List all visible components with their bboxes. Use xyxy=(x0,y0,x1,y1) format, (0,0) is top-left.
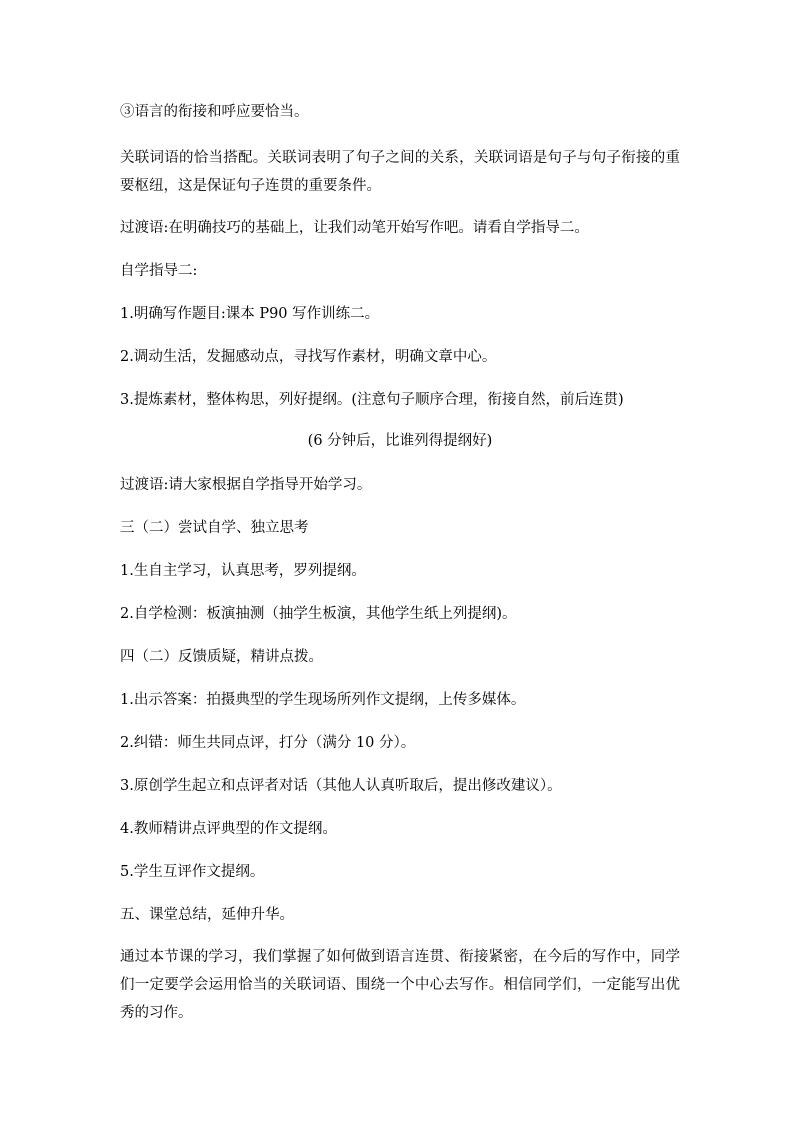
paragraph-feedback-4: 4.教师精讲点评典型的作文提纲。 xyxy=(120,821,337,837)
paragraph-time-note: (6 分钟后，比谁列得提纲好) xyxy=(307,433,493,449)
paragraph-language-cohesion: ③语言的衔接和呼应要恰当。 xyxy=(120,104,309,120)
paragraph-feedback-2: 2.纠错：师生共同点评，打分（满分 10 分）。 xyxy=(120,735,416,751)
paragraph-feedback-3: 3.原创学生起立和点评者对话（其他人认真听取后，提出修改建议）。 xyxy=(120,778,562,794)
paragraph-self-study-2: 2.自学检测：板演抽测（抽学生板演，其他学生纸上列提纲)。 xyxy=(120,606,517,622)
section-heading-five: 五、课堂总结，延伸升华。 xyxy=(120,907,294,923)
paragraph-guide-item-2: 2.调动生活，发掘感动点，寻找写作素材，明确文章中心。 xyxy=(120,349,497,365)
paragraph-guide-two-heading: 自学指导二: xyxy=(120,263,198,279)
paragraph-guide-item-1: 1.明确写作题目:课本 P90 写作训练二。 xyxy=(120,306,380,322)
paragraph-transition-1: 过渡语:在明确技巧的基础上，让我们动笔开始写作吧。请看自学指导二。 xyxy=(120,220,589,236)
paragraph-transition-2: 过渡语:请大家根据自学指导开始学习。 xyxy=(120,477,372,493)
paragraph-summary: 通过本节课的学习，我们掌握了如何做到语言连贯、衔接紧密，在今后的写作中，同学们一定要学会运用恰当的关联词语、围绕一个中心去写作。相信同学们，一定能写出优秀的习作。 xyxy=(120,949,680,1021)
paragraph-self-study-1: 1.生自主学习，认真思考，罗列提纲。 xyxy=(120,563,366,579)
paragraph-feedback-5: 5.学生互评作文提纲。 xyxy=(120,864,265,880)
section-heading-four: 四（二）反馈质疑，精讲点拨。 xyxy=(120,649,323,665)
paragraph-feedback-1: 1.出示答案：拍摄典型的学生现场所列作文提纲，上传多媒体。 xyxy=(120,692,526,708)
section-heading-three: 三（二）尝试自学、独立思考 xyxy=(120,520,309,536)
paragraph-guide-item-3: 3.提炼素材，整体构思，列好提纲。(注意句子顺序合理，衔接自然，前后连贯) xyxy=(120,392,624,408)
paragraph-conjunctions: 关联词语的恰当搭配。关联词表明了句子之间的关系，关联词语是句子与句子衔接的重要枢纽，这是保证句子连贯的重要条件。 xyxy=(120,150,680,194)
